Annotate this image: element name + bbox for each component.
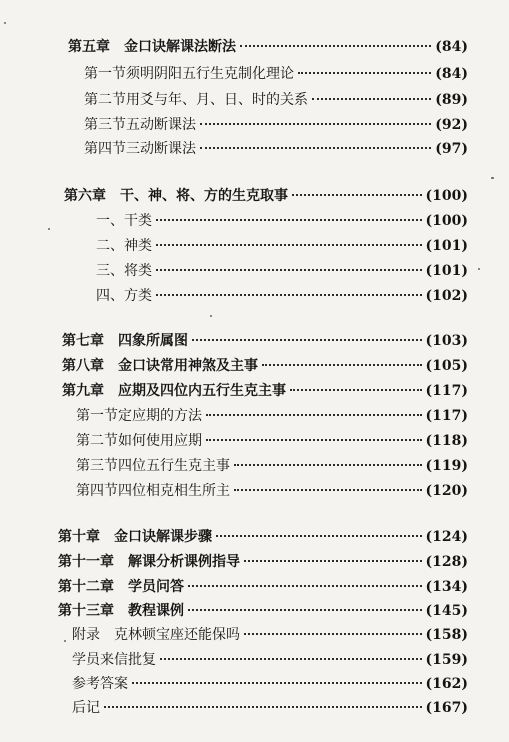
entry-title: 第十三章 教程课例: [58, 603, 184, 619]
dot-leader: [206, 439, 422, 441]
entry-title: 第十二章 学员问答: [58, 579, 184, 595]
entry-title: 第五章 金口诀解课法断法: [68, 39, 236, 55]
entry-title: 三、将类: [96, 263, 152, 279]
page-number: (124): [425, 529, 468, 545]
page-number: (118): [425, 433, 468, 449]
scan-speck: [4, 22, 6, 24]
entry-title: 第三节四位五行生克主事: [76, 458, 230, 474]
dot-leader: [312, 98, 431, 100]
toc-entry-section: [84, 64, 468, 84]
entry-title: 第十章 金口诀解课步骤: [58, 529, 212, 545]
toc-entry-section: [76, 456, 468, 476]
toc-entry-chapter: [62, 356, 468, 376]
scan-speck: [478, 268, 480, 270]
entry-title: 四、方类: [96, 288, 152, 304]
page-number: (84): [435, 39, 468, 55]
entry-title: 第十一章 解课分析课例指导: [58, 554, 240, 570]
page-number: (101): [425, 263, 468, 279]
entry-title: 二、神类: [96, 238, 152, 254]
entry-title: 附录 克林顿宝座还能保吗: [72, 627, 240, 643]
toc-entry-item: [96, 286, 468, 306]
dot-leader: [156, 244, 422, 246]
dot-leader: [216, 535, 422, 537]
dot-leader: [240, 45, 431, 47]
entry-title: 一、干类: [96, 213, 152, 229]
toc-entry-section: [72, 698, 468, 718]
scan-speck: [64, 640, 66, 642]
dot-leader: [188, 585, 422, 587]
toc-entry-chapter: [68, 37, 468, 57]
toc-entry-section: [72, 650, 468, 670]
toc-entry-chapter: [58, 552, 468, 572]
page-number: (84): [435, 66, 468, 82]
page-number: (119): [425, 458, 468, 474]
page-number: (145): [425, 603, 468, 619]
dot-leader: [290, 389, 422, 391]
dot-leader: [262, 364, 422, 366]
entry-title: 第一节定应期的方法: [76, 408, 202, 424]
dot-leader: [298, 72, 431, 74]
page-number: (167): [425, 700, 468, 716]
page-number: (159): [425, 652, 468, 668]
page-number: (89): [435, 92, 468, 108]
entry-title: 第八章 金口诀常用神煞及主事: [62, 358, 258, 374]
entry-title: 第七章 四象所属图: [62, 333, 188, 349]
page-number: (102): [425, 288, 468, 304]
entry-title: 参考答案: [72, 676, 128, 692]
dot-leader: [156, 219, 422, 221]
scan-speck: [491, 177, 494, 179]
entry-title: 学员来信批复: [72, 652, 156, 668]
toc-entry-section: [76, 431, 468, 451]
toc-entry-chapter: [62, 331, 468, 351]
dot-leader: [244, 560, 422, 562]
dot-leader: [244, 633, 422, 635]
toc-entry-section: [84, 90, 468, 110]
page-number: (120): [425, 483, 468, 499]
page-number: (105): [425, 358, 468, 374]
dot-leader: [104, 706, 422, 708]
entry-title: 第三节五动断课法: [84, 117, 196, 133]
dot-leader: [200, 123, 431, 125]
entry-title: 第二节用爻与年、月、日、时的关系: [84, 92, 308, 108]
page-number: (100): [425, 213, 468, 229]
toc-entry-section: [76, 406, 468, 426]
dot-leader: [234, 489, 422, 491]
toc-entry-section: [84, 115, 468, 135]
page-number: (158): [425, 627, 468, 643]
toc-entry-chapter: [58, 577, 468, 597]
entry-title: 第一节须明阴阳五行生克制化理论: [84, 66, 294, 82]
dot-leader: [192, 339, 422, 341]
toc-entry-chapter: [58, 601, 468, 621]
toc-entry-section: [76, 481, 468, 501]
dot-leader: [206, 414, 422, 416]
toc-entry-item: [96, 236, 468, 256]
page-number: (128): [425, 554, 468, 570]
entry-title: 第四节三动断课法: [84, 141, 196, 157]
toc-entry-chapter: [64, 186, 468, 206]
page-number: (103): [425, 333, 468, 349]
scan-speck: [48, 228, 50, 230]
page-number: (134): [425, 579, 468, 595]
dot-leader: [200, 147, 431, 149]
toc-entry-item: [96, 211, 468, 231]
entry-title: 第二节如何使用应期: [76, 433, 202, 449]
entry-title: 第四节四位相克相生所主: [76, 483, 230, 499]
page-number: (117): [425, 383, 468, 399]
toc-entry-section: [84, 139, 468, 159]
toc-entry-section: [72, 674, 468, 694]
toc-entry-section: [72, 625, 468, 645]
dot-leader: [188, 609, 422, 611]
dot-leader: [234, 464, 422, 466]
dot-leader: [160, 658, 422, 660]
dot-leader: [132, 682, 422, 684]
page-number: (97): [435, 141, 468, 157]
entry-title: 第六章 干、神、将、方的生克取事: [64, 188, 288, 204]
dot-leader: [156, 269, 422, 271]
page-number: (100): [425, 188, 468, 204]
toc-entry-chapter: [62, 381, 468, 401]
dot-leader: [292, 194, 422, 196]
scan-speck: [210, 315, 212, 317]
toc-entry-chapter: [58, 527, 468, 547]
entry-title: 后记: [72, 700, 100, 716]
page-number: (117): [425, 408, 468, 424]
page-number: (92): [435, 117, 468, 133]
dot-leader: [156, 294, 422, 296]
page-number: (101): [425, 238, 468, 254]
toc-entry-item: [96, 261, 468, 281]
page-number: (162): [425, 676, 468, 692]
entry-title: 第九章 应期及四位内五行生克主事: [62, 383, 286, 399]
